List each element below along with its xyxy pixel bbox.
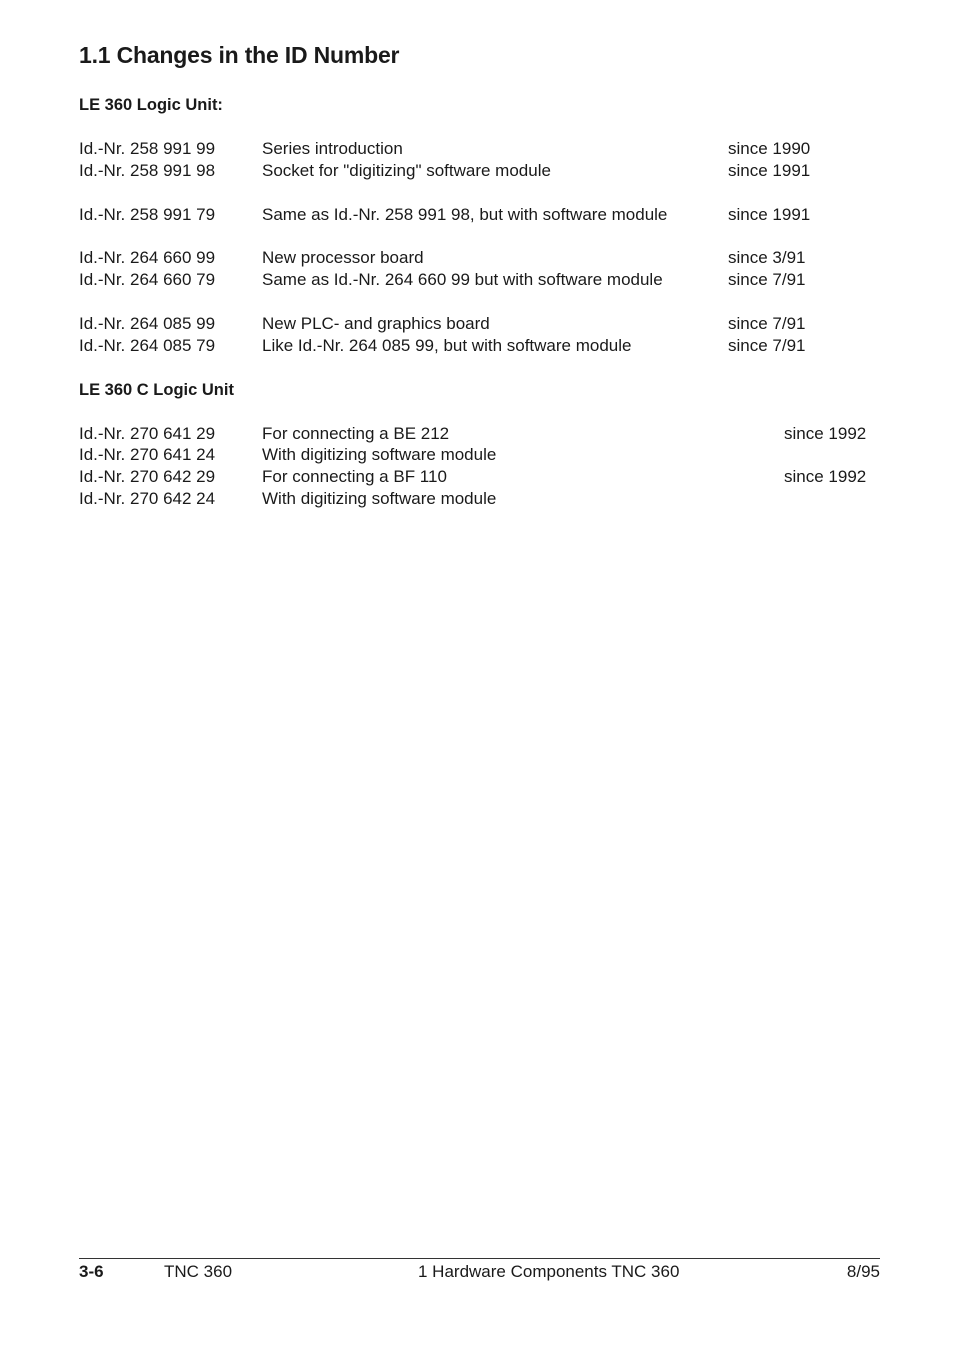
id-number: Id.-Nr. 264 085 79 bbox=[79, 336, 216, 355]
table-row bbox=[79, 335, 879, 357]
description: With digitizing software module bbox=[262, 445, 497, 464]
since-date: since 7/91 bbox=[728, 270, 806, 289]
since-date: since 3/91 bbox=[728, 248, 806, 267]
page-number: 3-6 bbox=[79, 1262, 104, 1281]
description: Same as Id.-Nr. 258 991 98, but with software module bbox=[262, 205, 668, 224]
since-date: since 7/91 bbox=[728, 314, 806, 333]
id-number: Id.-Nr. 258 991 99 bbox=[79, 139, 216, 158]
id-number: Id.-Nr. 270 642 24 bbox=[79, 489, 216, 508]
description: Same as Id.-Nr. 264 660 99 but with software module bbox=[262, 270, 663, 289]
description: Socket for "digitizing" software module bbox=[262, 161, 551, 180]
since-date: since 1991 bbox=[728, 161, 811, 180]
table-row bbox=[79, 269, 879, 291]
footer-product: TNC 360 bbox=[164, 1262, 233, 1281]
id-number: Id.-Nr. 264 660 79 bbox=[79, 270, 216, 289]
id-number: Id.-Nr. 258 991 79 bbox=[79, 205, 216, 224]
page-title: 1.1 Changes in the ID Number bbox=[79, 42, 400, 68]
id-number: Id.-Nr. 264 085 99 bbox=[79, 314, 216, 333]
description: With digitizing software module bbox=[262, 489, 497, 508]
table-row bbox=[79, 313, 879, 335]
description: Like Id.-Nr. 264 085 99, but with software module bbox=[262, 336, 632, 355]
footer-date: 8/95 bbox=[846, 1262, 880, 1281]
footer-chapter: 1 Hardware Components TNC 360 bbox=[418, 1262, 680, 1281]
description: For connecting a BF 110 bbox=[262, 467, 447, 486]
description: New PLC- and graphics board bbox=[262, 314, 490, 333]
since-date: since 1992 bbox=[784, 467, 867, 486]
table-row bbox=[79, 138, 879, 160]
table-row bbox=[79, 466, 879, 488]
table-row bbox=[79, 423, 879, 445]
id-number: Id.-Nr. 264 660 99 bbox=[79, 248, 216, 267]
section-heading-le360c: LE 360 C Logic Unit bbox=[79, 381, 234, 399]
section-heading-le360: LE 360 Logic Unit: bbox=[79, 96, 223, 114]
id-number: Id.-Nr. 270 641 29 bbox=[79, 424, 216, 443]
since-date: since 1991 bbox=[728, 205, 811, 224]
table-row bbox=[79, 160, 879, 182]
table-row bbox=[79, 488, 879, 510]
since-date: since 1992 bbox=[784, 424, 867, 443]
footer-divider bbox=[79, 1258, 880, 1259]
table-row bbox=[79, 444, 879, 466]
table-row bbox=[79, 247, 879, 269]
since-date: since 1990 bbox=[728, 139, 811, 158]
table-row bbox=[79, 204, 879, 226]
since-date: since 7/91 bbox=[728, 336, 806, 355]
description: New processor board bbox=[262, 248, 424, 267]
id-number: Id.-Nr. 270 642 29 bbox=[79, 467, 216, 486]
description: Series introduction bbox=[262, 139, 403, 158]
id-number: Id.-Nr. 258 991 98 bbox=[79, 161, 216, 180]
description: For connecting a BE 212 bbox=[262, 424, 450, 443]
id-number: Id.-Nr. 270 641 24 bbox=[79, 445, 216, 464]
